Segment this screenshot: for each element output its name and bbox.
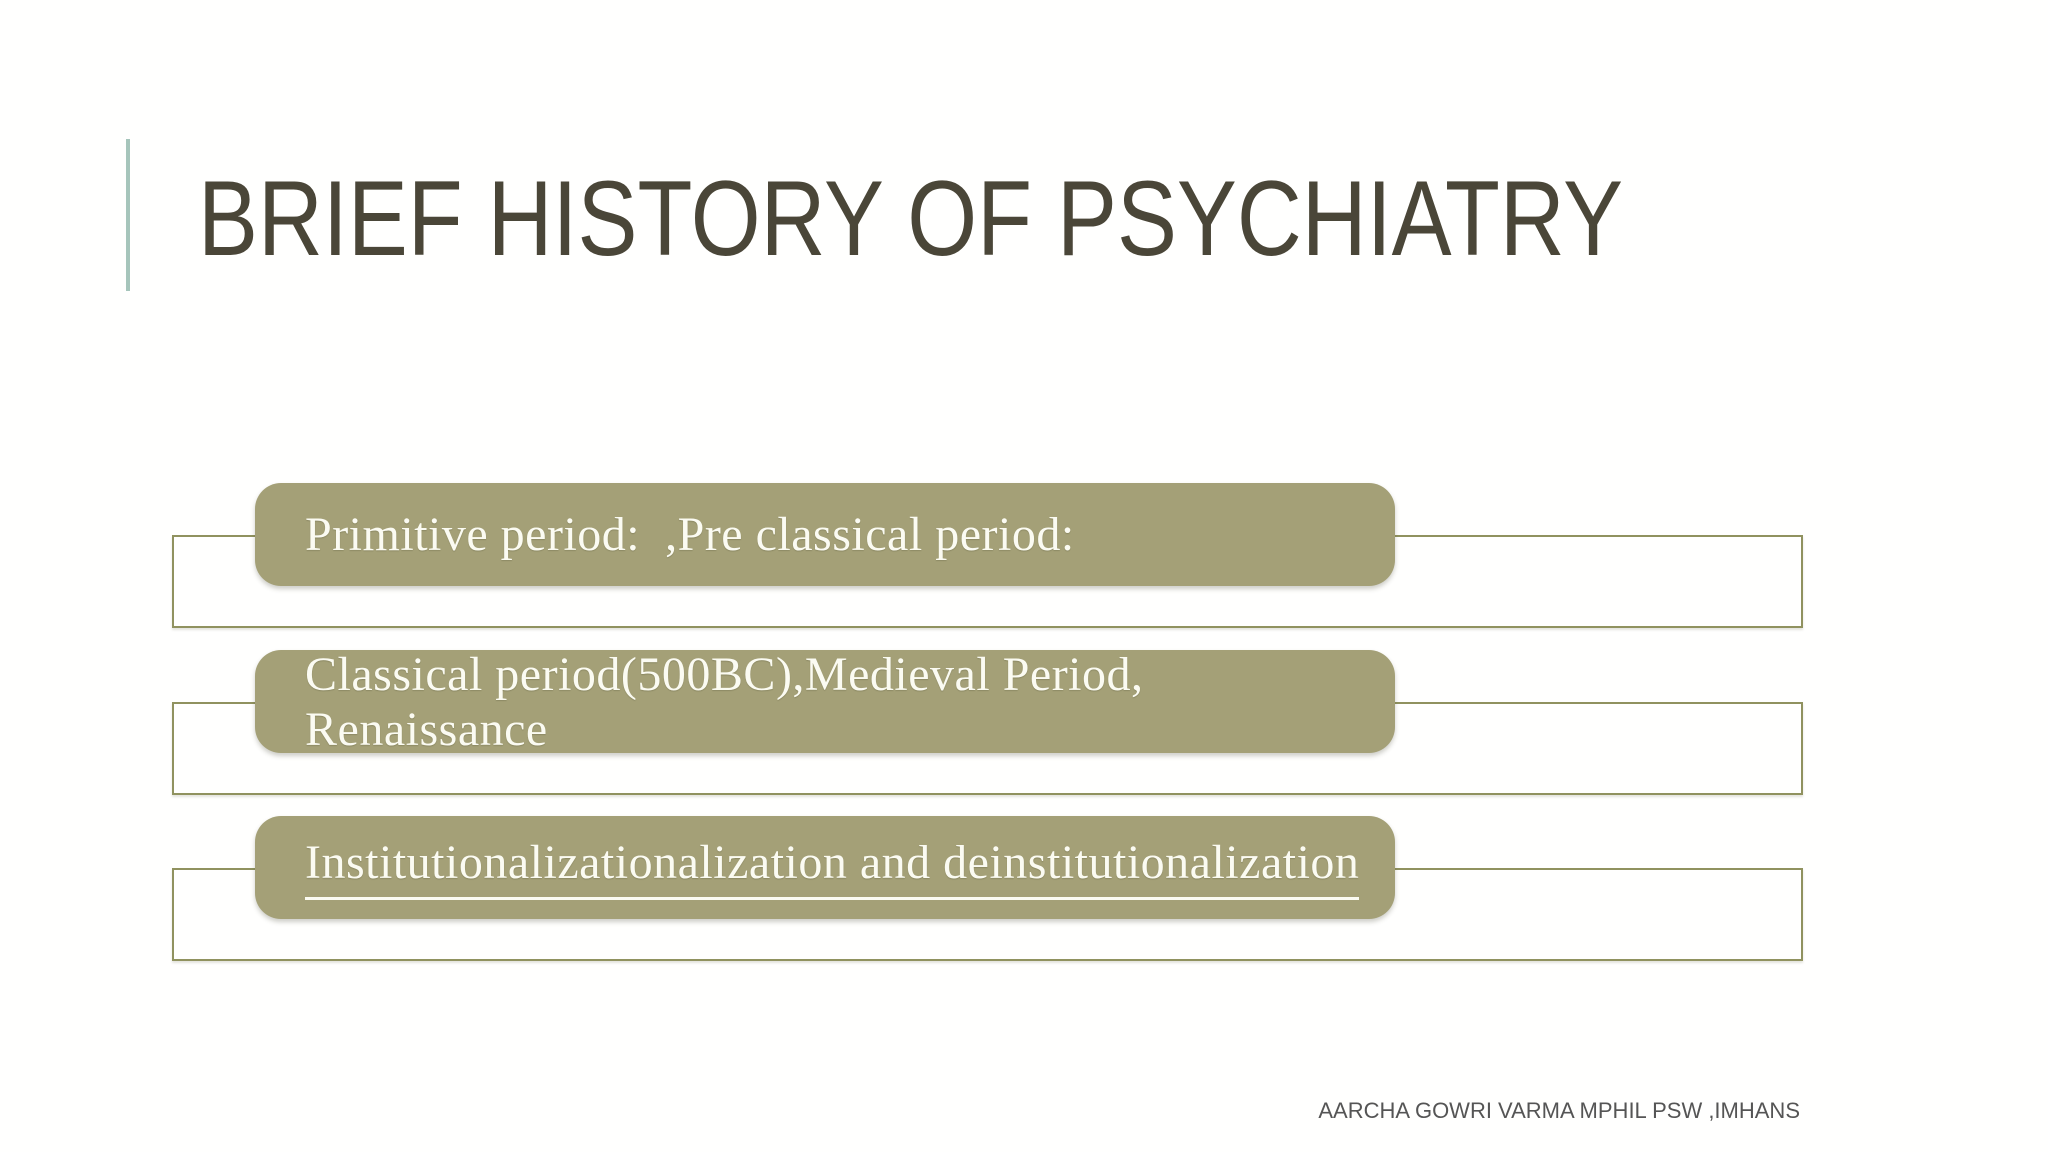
list-item-label: Primitive period: ,Pre classical period:	[305, 508, 1075, 561]
list-item-label: Institutionalizationalization and deinstitutionalization	[305, 835, 1359, 900]
title-accent-bar	[126, 139, 130, 291]
list-item-label: Classical period(500BC),Medieval Period, Renaissance	[305, 647, 1157, 756]
list-item	[255, 816, 1395, 919]
list-item	[255, 483, 1395, 586]
footer-credit: AARCHA GOWRI VARMA MPHIL PSW ,IMHANS	[1318, 1098, 1800, 1123]
list-item	[255, 647, 1395, 756]
slide-title: BRIEF HISTORY OF PSYCHIATRY	[198, 158, 1624, 278]
